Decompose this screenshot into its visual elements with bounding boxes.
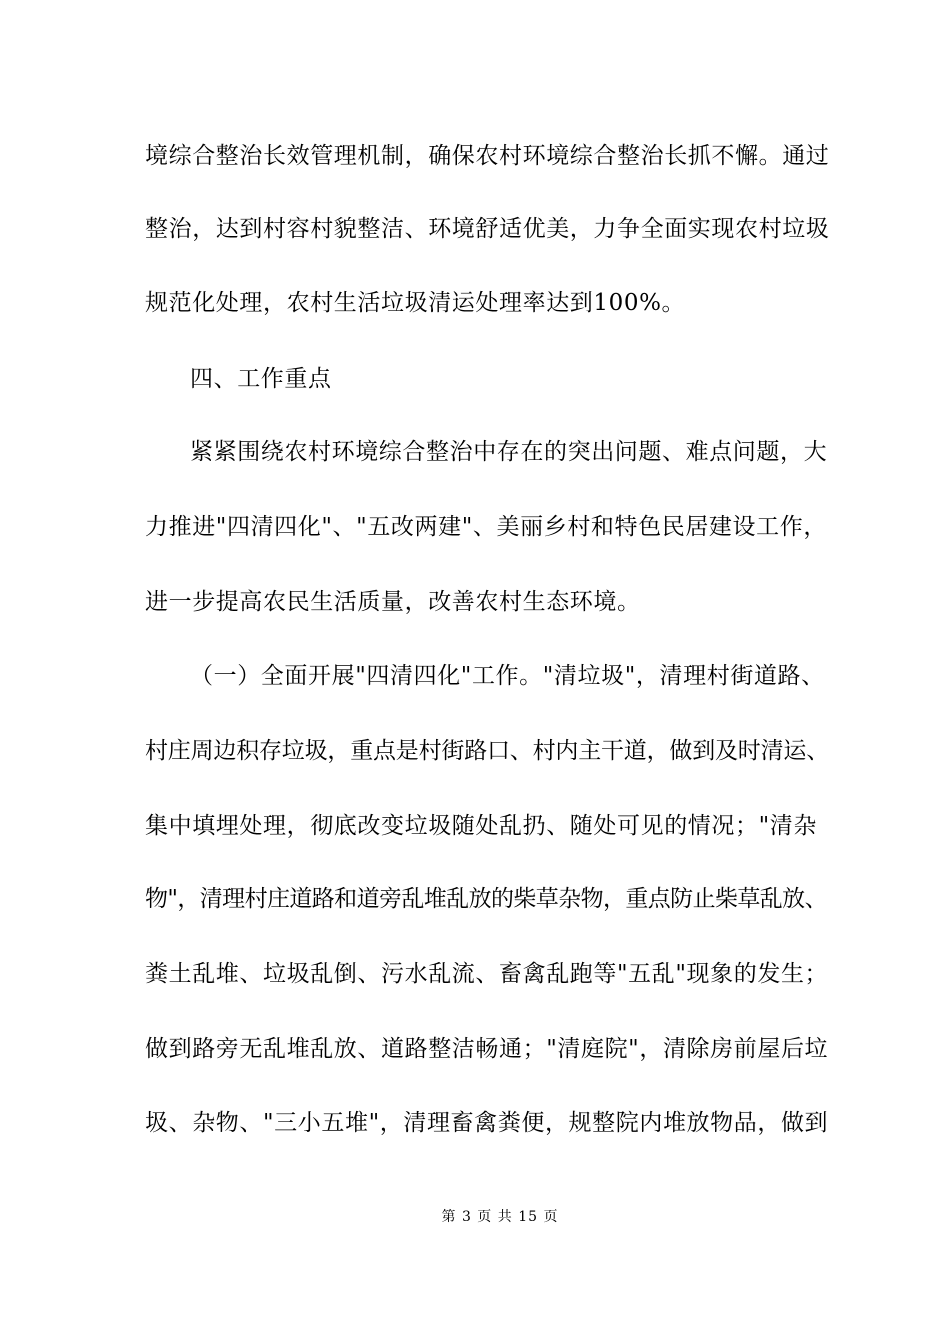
text-line-9: 村庄周边积存垃圾，重点是村街路口、村内主干道，做到及时清运、: [145, 738, 830, 764]
text-line-10: 集中填埋处理，彻底改变垃圾随处乱扔、随处可见的情况；"清杂: [145, 813, 817, 839]
page-number-footer: 第 3 页 共 15 页: [441, 1209, 559, 1225]
text-line-2: 整治，达到村容村貌整洁、环境舒适优美，力争全面实现农村垃圾: [145, 216, 830, 242]
text-line-5: 紧紧围绕农村环境综合整治中存在的突出问题、难点问题，大: [190, 439, 828, 465]
text-line-14: 圾、杂物、"三小五堆"，清理畜禽粪便，规整院内堆放物品，做到: [145, 1110, 829, 1136]
text-line-1: 境综合整治长效管理机制，确保农村环境综合整治长抓不懈。通过: [145, 143, 830, 169]
subsection-line: （一）全面开展"四清四化"工作。"清垃圾"，清理村街道路、: [190, 663, 825, 689]
text-line-11: 物"，清理村庄道路和道旁乱堆乱放的柴草杂物，重点防止柴草乱放、: [145, 886, 827, 912]
text-line-7: 进一步提高农民生活质量，改善农村生态环境。: [145, 589, 641, 615]
text-line-12: 粪土乱堆、垃圾乱倒、污水乱流、畜禽乱跑等"五乱"现象的发生；: [145, 961, 829, 987]
text-line-13: 做到路旁无乱堆乱放、道路整洁畅通；"清庭院"，清除房前屋后垃: [145, 1036, 829, 1062]
text-line-6: 力推进"四清四化"、"五改两建"、美丽乡村和特色民居建设工作，: [145, 514, 827, 540]
section-heading: 四、工作重点: [190, 366, 332, 392]
text-line-3: 规范化处理，农村生活垃圾清运处理率达到100%。: [145, 290, 686, 316]
